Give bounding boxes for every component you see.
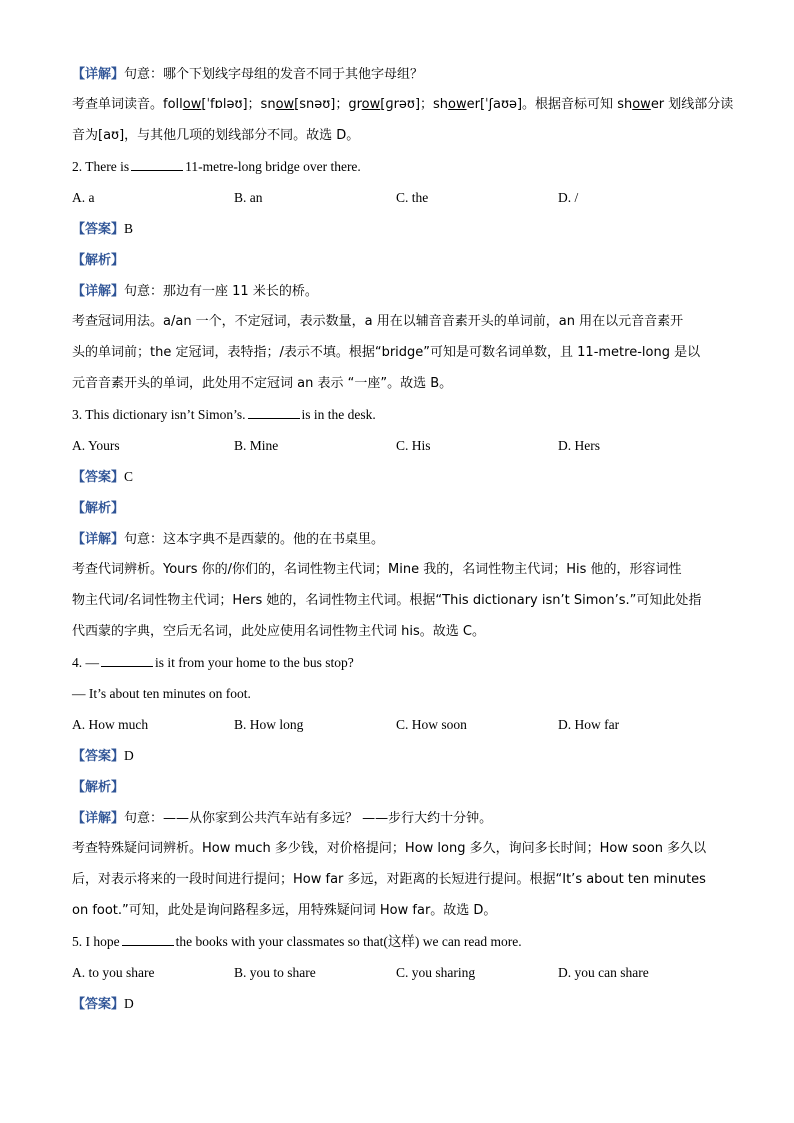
q1-detail-text: 句意：哪个下划线字母组的发音不同于其他字母组？: [124, 67, 424, 82]
q4-option-b: B. How long: [234, 717, 304, 732]
q3-detail-text: 句意：这本字典不是西蒙的。他的在书桌里。: [124, 532, 385, 547]
q2-detail-text: 句意：那边有一座 11 米长的桥。: [124, 284, 318, 299]
q5-option-a: A. to you share: [72, 965, 155, 980]
q3-option-d: D. Hers: [558, 438, 600, 453]
q2-option-c: C. the: [396, 190, 429, 205]
answer-blank: [131, 159, 183, 171]
document-page: [72, 58, 734, 1019]
analysis-tag: 【解析】: [72, 253, 125, 268]
q3-analysis: [72, 492, 722, 523]
answer-tag: 【答案】: [72, 470, 125, 485]
q3-options: [72, 430, 722, 461]
q3-explanation-line-3: 代西蒙的字典，空后无名词，此处应使用名词性物主代词 his。故选 C。: [72, 624, 485, 639]
q2-stem: 2. There is 11-metre-long bridge over there.: [72, 159, 361, 174]
q4-explanation-line-3: on foot.”可知，此处是询问路程多远，用特殊疑问词 How far。故选 D。: [72, 903, 497, 918]
q4-option-d: D. How far: [558, 717, 620, 732]
answer-tag: 【答案】: [72, 749, 125, 764]
q4-answer-value: D: [124, 748, 134, 763]
q2-answer: [72, 213, 722, 244]
q1-explanation-line-2: 音为[aʊ]，与其他几项的划线部分不同。故选 D。: [72, 128, 360, 143]
q5-stem: 5. I hope the books with your classmates so that(这样) we can read more.: [72, 934, 522, 949]
q5-answer: [72, 988, 722, 1019]
q5-answer-value: D: [124, 996, 134, 1011]
q3-option-a: A. Yours: [72, 438, 120, 453]
q2-options: [72, 182, 722, 213]
answer-blank: [122, 934, 174, 946]
q5-option-c: C. you sharing: [396, 965, 476, 980]
q4-explanation-line-2: 后，对表示将来的一段时间进行提问；How far 多远，对距离的长短进行提问。根据“It’s about ten minutes: [72, 872, 706, 887]
q2-option-b: B. an: [234, 190, 263, 205]
answer-blank: [101, 655, 153, 667]
q4-analysis: [72, 771, 722, 802]
q4-stem: 4. — is it from your home to the bus stop?: [72, 655, 354, 670]
q2-detail: [72, 275, 722, 306]
q4-options: [72, 709, 722, 740]
q5-options: [72, 957, 722, 988]
q5-option-b: B. you to share: [234, 965, 316, 980]
answer-blank: [248, 407, 300, 419]
q2-explanation-line-3: 元音音素开头的单词，此处用不定冠词 an 表示 “一座”。故选 B。: [72, 376, 453, 391]
q3-explanation-line-1: 考查代词辨析。Yours 你的/你们的，名词性物主代词；Mine 我的，名词性物主代词；His 他的，形容词性: [72, 562, 682, 577]
q4-answer: [72, 740, 722, 771]
q3-answer: [72, 461, 722, 492]
detail-tag: 【详解】: [72, 532, 125, 547]
q2-option-d: D. /: [558, 190, 579, 205]
q4-option-c: C. How soon: [396, 717, 467, 732]
q3-detail: [72, 523, 722, 554]
q3-option-b: B. Mine: [234, 438, 279, 453]
q3-explanation-line-2: 物主代词/名词性物主代词；Hers 她的，名词性物主代词。根据“This dictionary isn’t Simon’s.”可知此处指: [72, 593, 702, 608]
q3-answer-value: C: [124, 469, 134, 484]
q4-detail: [72, 802, 722, 833]
q3-option-c: C. His: [396, 438, 431, 453]
q4-explanation-line-1: 考查特殊疑问词辨析。How much 多少钱，对价格提问；How long 多久，询问多长时间；How soon 多久以: [72, 841, 707, 856]
analysis-tag: 【解析】: [72, 780, 125, 795]
answer-tag: 【答案】: [72, 222, 125, 237]
q1-explanation-line-1: 考查单词读音。follow[ˈfɒləʊ]；snow[snəʊ]；grow[ɡrəʊ]；shower[ˈʃaʊə]。根据音标可知 shower 划线部分读: [72, 97, 734, 112]
analysis-tag: 【解析】: [72, 501, 125, 516]
q2-explanation-line-1: 考查冠词用法。a/an 一个，不定冠词，表示数量，a 用在以辅音音素开头的单词前，an 用在以元音音素开: [72, 314, 684, 329]
q3-stem: 3. This dictionary isn’t Simon’s. is in the desk.: [72, 407, 376, 422]
detail-tag: 【详解】: [72, 284, 125, 299]
detail-tag: 【详解】: [72, 811, 125, 826]
q2-explanation-line-2: 头的单词前；the 定冠词，表特指；/表示不填。根据“bridge”可知是可数名词单数，且 11-metre-long 是以: [72, 345, 701, 360]
q2-answer-value: B: [124, 221, 134, 236]
q2-analysis: [72, 244, 722, 275]
q4-option-a: A. How much: [72, 717, 149, 732]
q5-option-d: D. you can share: [558, 965, 649, 980]
answer-tag: 【答案】: [72, 997, 125, 1012]
q4-detail-text: 句意：——从你家到公共汽车站有多远？ ——步行大约十分钟。: [124, 811, 493, 826]
q4-stem-reply: — It’s about ten minutes on foot.: [72, 686, 251, 701]
q2-option-a: A. a: [72, 190, 95, 205]
detail-tag: 【详解】: [72, 67, 125, 82]
q1-detail: [72, 58, 722, 89]
